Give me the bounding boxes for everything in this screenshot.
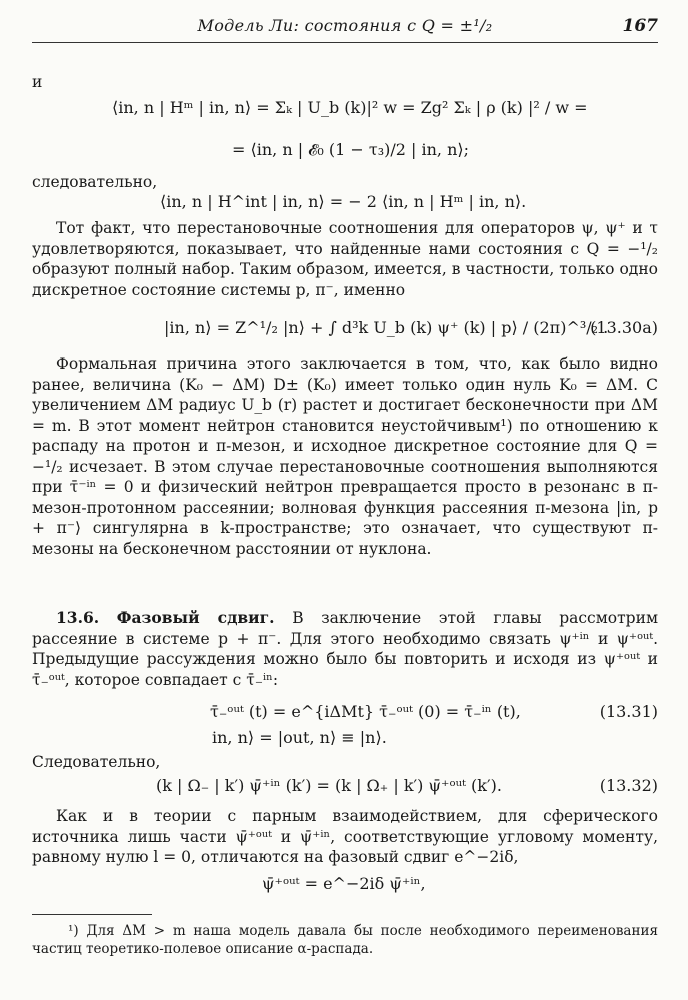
running-title: Модель Ли: состояния с Q = ±¹/₂ bbox=[197, 16, 493, 35]
page-header bbox=[32, 16, 658, 56]
paragraph-1: Тот факт, что перестановочные соотношения для операторов ψ, ψ⁺ и τ удовлетворяются, показывает, что найденные нами состояния с Q = −¹/₂ образуют полный набор. Таким образом, имеется, в частности, только одно дискретное состояние системы p, π⁻, именно bbox=[32, 219, 658, 299]
equation-1a: ⟨in, n | Hᵐ | in, n⟩ = Σₖ | U_b (k)|² w = Zg² Σₖ | ρ (k) |² / w = bbox=[112, 98, 588, 117]
equation-4-number: (13.31) bbox=[599, 702, 658, 721]
equation-2: ⟨in, n | H^int | in, n⟩ = − 2 ⟨in, n | Hᵐ | in, n⟩. bbox=[160, 192, 527, 211]
section-title: Фазовый сдвиг. bbox=[116, 608, 275, 627]
equation-3-number: (13.30a) bbox=[590, 318, 658, 337]
header-rule bbox=[32, 42, 658, 43]
footnote-rule bbox=[32, 914, 152, 915]
paragraph-2: Формальная причина этого заключается в том, что, как было видно ранее, величина (K₀ − ΔM) D± (K₀) имеет только один нуль K₀ = ΔM. С увеличением ΔM радиус U_b (r) растет и достигает бесконечности при ΔM = m. В этот момент нейтрон становится неустойчивым¹) по отношению к распаду на протон и π-мезон, и исходное дискретное состояние для Q = −¹/₂ исчезает. В этом случае перестановочные соотношения выполняются при τ̄⁻ⁱⁿ = 0 и физический нейтрон превращается просто в резонанс в π-мезон-протонном рассеянии; волновая функция рассеяния π-мезона |in, p + π⁻⟩ сингулярна в k-пространстве; это означает, что существуют π-мезоны на бесконечном расстоянии от нуклона. bbox=[32, 355, 658, 558]
therefore-text: Следовательно, bbox=[32, 753, 161, 771]
equation-3: |in, n⟩ = Z^¹/₂ |n⟩ + ∫ d³k U_b (k) ψ⁺ (k) | p⟩ / (2π)^³/₂ . bbox=[164, 318, 609, 337]
section-13-6 bbox=[32, 608, 658, 690]
consequently-text: следовательно, bbox=[32, 173, 158, 191]
page-number: 167 bbox=[622, 16, 658, 36]
and-word: и bbox=[32, 73, 43, 91]
equation-6: ψ̄⁺ᵒᵘᵗ = e^−2iδ ψ̄⁺ⁱⁿ, bbox=[262, 874, 426, 893]
equation-1b: = ⟨in, n | 𝓔₀ (1 − τ₃)/2 | in, n⟩; bbox=[232, 140, 470, 159]
paragraph-3: В заключение этой главы рассмотрим рассеяние в системе p + π⁻. Для этого необходимо связать ψ⁺ⁱⁿ и ψ⁺ᵒᵘᵗ. Предыдущие рассуждения можно было бы повторить и исходя из ψ⁺ᵒᵘᵗ и τ̄₋ᵒᵘᵗ, которое совпадает с τ̄₋ⁱⁿ: bbox=[32, 609, 658, 689]
footnote: ¹) Для ΔM > m наша модель давала бы после необходимого переименования частиц теоретико-полевое описание α-распада. bbox=[32, 923, 658, 957]
paragraph-4: Как и в теории с парным взаимодействием, для сферического источника лишь части ψ̄⁺ᵒᵘᵗ и ψ̄⁺ⁱⁿ, соответствующие угловому моменту, равному нулю l = 0, отличаются на фазовый сдвиг e^−2iδ, bbox=[32, 807, 658, 866]
equation-4b: in, n⟩ = |out, n⟩ ≡ |n⟩. bbox=[212, 728, 387, 747]
section-number: 13.6. bbox=[56, 608, 100, 627]
equation-5-number: (13.32) bbox=[599, 776, 658, 795]
equation-4a: τ̄₋ᵒᵘᵗ (t) = e^{iΔMt} τ̄₋ᵒᵘᵗ (0) = τ̄₋ⁱⁿ (t), bbox=[210, 702, 521, 721]
equation-5: (k | Ω₋ | k′) ψ̄⁺ⁱⁿ (k′) = (k | Ω₊ | k′) ψ̄⁺ᵒᵘᵗ (k′). bbox=[156, 776, 502, 795]
